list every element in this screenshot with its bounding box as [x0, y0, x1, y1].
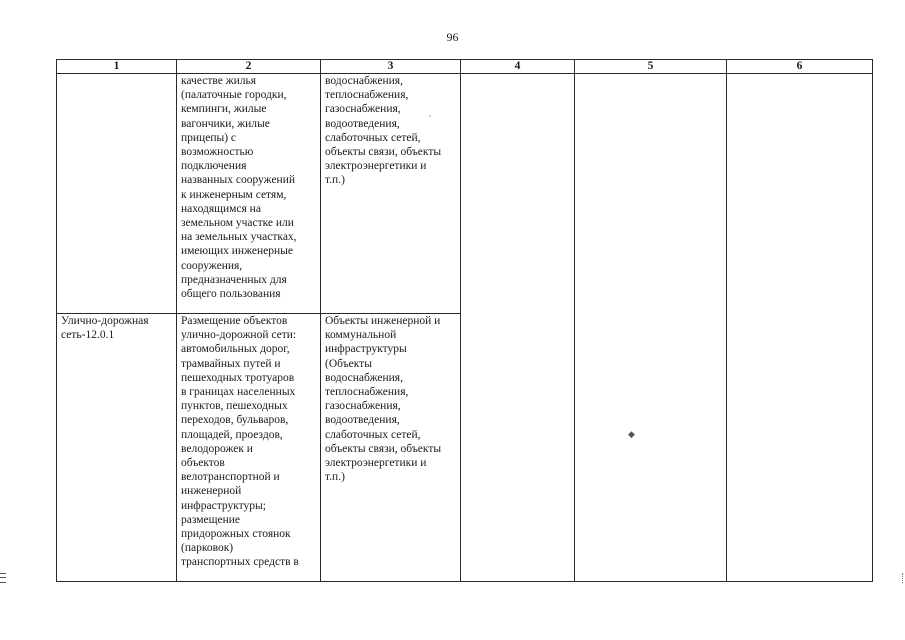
- cell-auxiliary-objects: [321, 314, 461, 582]
- cell-auxiliary-objects: [321, 74, 461, 314]
- cell-text: Объекты инженерной и коммунальной инфраструктуры (Объекты водоснабжения, теплоснабжения, газоснабжения, водоотведения, слаботочных сетей, объекты связи, объекты электроэнергетики и т.п.): [325, 315, 442, 484]
- scan-edge-mark: [0, 573, 6, 583]
- cell-col-4: [461, 74, 575, 582]
- column-header-3: 3: [321, 60, 461, 74]
- cell-text: качестве жилья (палаточные городки, кемпинги, жилые вагончики, жилые прицепы) с возможностью подключения названных сооружений к инженерным сетям, находящимся на земельном участке или на земельных участках, имеющих инженерные сооружения, предназначенных для общего пользования: [181, 75, 297, 301]
- page-number: 96: [446, 30, 459, 44]
- scan-speck: •: [429, 115, 431, 120]
- column-header-6: 6: [727, 60, 873, 74]
- column-header-5: 5: [575, 60, 727, 74]
- cell-land-use-name: [57, 74, 177, 314]
- table-header-row: [57, 60, 873, 74]
- cell-text: Размещение объектов улично-дорожной сети: автомобильных дорог, трамвайных путей и пешеходных тротуаров в границах населенных пунктов, пешеходных переходов, бульваров, площадей, проездов, велодорожек и объектов велотранспортной и инженерной инфраструктуры; размещение придорожных стоянок (парковок) транспортных средств в: [181, 315, 299, 569]
- column-header-4: 4: [461, 60, 575, 74]
- column-header-1: 1: [57, 60, 177, 74]
- cell-text: Улично-дорожная сеть-12.0.1: [61, 315, 149, 342]
- cell-use-description: [177, 314, 321, 582]
- scan-speck: ◆: [628, 429, 635, 439]
- cell-col-6: [727, 74, 873, 582]
- column-header-2: 2: [177, 60, 321, 74]
- cell-land-use-name: [57, 314, 177, 582]
- table-row: [57, 74, 873, 314]
- cell-text: водоснабжения, теплоснабжения, газоснабжения, водоотведения, слаботочных сетей, объекты связи, объекты электроэнергетики и т.п.): [325, 75, 442, 187]
- land-use-table: [56, 59, 873, 582]
- cell-use-description: [177, 74, 321, 314]
- cell-col-5: [575, 74, 727, 582]
